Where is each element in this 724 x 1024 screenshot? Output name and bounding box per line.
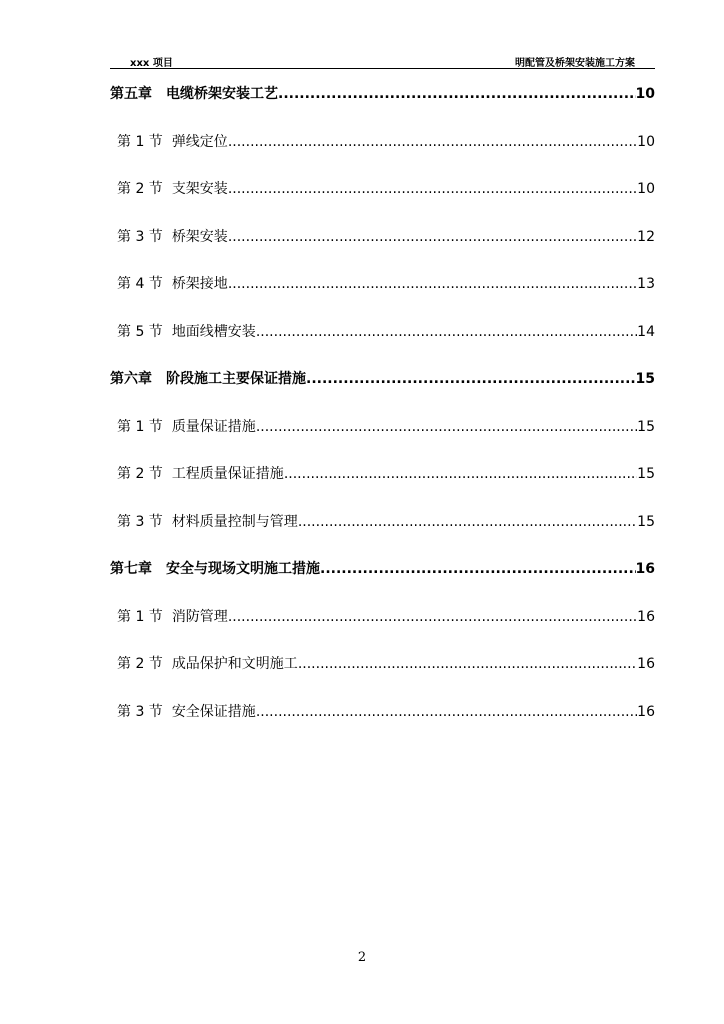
toc-section-entry[interactable] — [110, 701, 655, 721]
toc-entry-number: 第 1 节 — [117, 419, 163, 435]
toc-leader-dots — [320, 561, 636, 577]
toc-entry-title: 成品保护和文明施工 — [171, 656, 298, 672]
toc-entry-page: 16 — [637, 609, 655, 625]
toc-entry-title: 弹线定位 — [171, 134, 228, 150]
toc-chapter-entry[interactable] — [110, 83, 655, 103]
header-document-title: 明配管及桥架安装施工方案 — [515, 58, 635, 69]
toc-entry-title: 阶段施工主要保证措施 — [166, 371, 306, 387]
toc-chapter-entry[interactable] — [110, 368, 655, 388]
toc-entry-number: 第六章 — [110, 371, 152, 387]
toc-leader-dots — [298, 514, 637, 530]
toc-leader-dots — [228, 229, 637, 245]
toc-entry-title: 桥架接地 — [171, 276, 228, 292]
toc-entry-title: 工程质量保证措施 — [171, 466, 284, 482]
toc-entry-number: 第 3 节 — [117, 514, 163, 530]
toc-entry-page: 12 — [637, 229, 655, 245]
toc-leader-dots — [284, 466, 637, 482]
toc-section-entry[interactable] — [110, 463, 655, 483]
toc-chapter-entry[interactable] — [110, 558, 655, 578]
toc-section-entry[interactable] — [110, 511, 655, 531]
toc-entry-title: 支架安装 — [171, 181, 228, 197]
toc-leader-dots — [228, 181, 637, 197]
toc-section-entry[interactable] — [110, 416, 655, 436]
toc-entry-page: 10 — [635, 86, 655, 102]
toc-entry-number: 第 1 节 — [117, 134, 163, 150]
toc-entry-title: 消防管理 — [171, 609, 228, 625]
toc-entry-number: 第 3 节 — [117, 704, 163, 720]
header-project-name: xxx 项目 — [130, 58, 173, 69]
toc-entry-page: 14 — [637, 324, 655, 340]
toc-entry-title: 质量保证措施 — [171, 419, 256, 435]
toc-entry-number: 第 3 节 — [117, 229, 163, 245]
toc-entry-number: 第五章 — [110, 86, 152, 102]
toc-entry-page: 16 — [635, 561, 655, 577]
toc-entry-number: 第 5 节 — [117, 324, 163, 340]
toc-section-entry[interactable] — [110, 226, 655, 246]
toc-leader-dots — [306, 371, 636, 387]
toc-entry-page: 10 — [637, 181, 655, 197]
toc-entry-number: 第 2 节 — [117, 181, 163, 197]
toc-leader-dots — [278, 86, 636, 102]
toc-section-entry[interactable] — [110, 321, 655, 341]
toc-entry-page: 13 — [637, 276, 655, 292]
toc-section-entry[interactable] — [110, 606, 655, 626]
toc-leader-dots — [256, 704, 637, 720]
toc-leader-dots — [228, 276, 637, 292]
toc-entry-title: 地面线槽安装 — [171, 324, 256, 340]
toc-entry-page: 15 — [637, 466, 655, 482]
page-header — [110, 52, 655, 69]
toc-entry-page: 10 — [637, 134, 655, 150]
toc-entry-title: 电缆桥架安装工艺 — [166, 86, 278, 102]
toc-entry-number: 第 2 节 — [117, 466, 163, 482]
toc-entry-number: 第 2 节 — [117, 656, 163, 672]
toc-entry-title: 安全保证措施 — [171, 704, 256, 720]
toc-leader-dots — [298, 656, 637, 672]
toc-section-entry[interactable] — [110, 131, 655, 151]
toc-leader-dots — [256, 324, 637, 340]
toc-entry-number: 第 1 节 — [117, 609, 163, 625]
toc-section-entry[interactable] — [110, 653, 655, 673]
toc-entry-page: 16 — [637, 656, 655, 672]
toc-leader-dots — [228, 134, 637, 150]
toc-entry-number: 第七章 — [110, 561, 152, 577]
toc-entry-page: 15 — [637, 514, 655, 530]
toc-leader-dots — [228, 609, 637, 625]
toc-entry-title: 材料质量控制与管理 — [171, 514, 298, 530]
toc-section-entry[interactable] — [110, 178, 655, 198]
page-number: 2 — [357, 950, 367, 965]
toc-entry-title: 桥架安装 — [171, 229, 228, 245]
toc-leader-dots — [256, 419, 637, 435]
toc-entry-title: 安全与现场文明施工措施 — [166, 561, 320, 577]
toc-section-entry[interactable] — [110, 273, 655, 293]
toc-entry-page: 16 — [637, 704, 655, 720]
toc-entry-page: 15 — [635, 371, 655, 387]
toc-entry-page: 15 — [637, 419, 655, 435]
toc-entry-number: 第 4 节 — [117, 276, 163, 292]
